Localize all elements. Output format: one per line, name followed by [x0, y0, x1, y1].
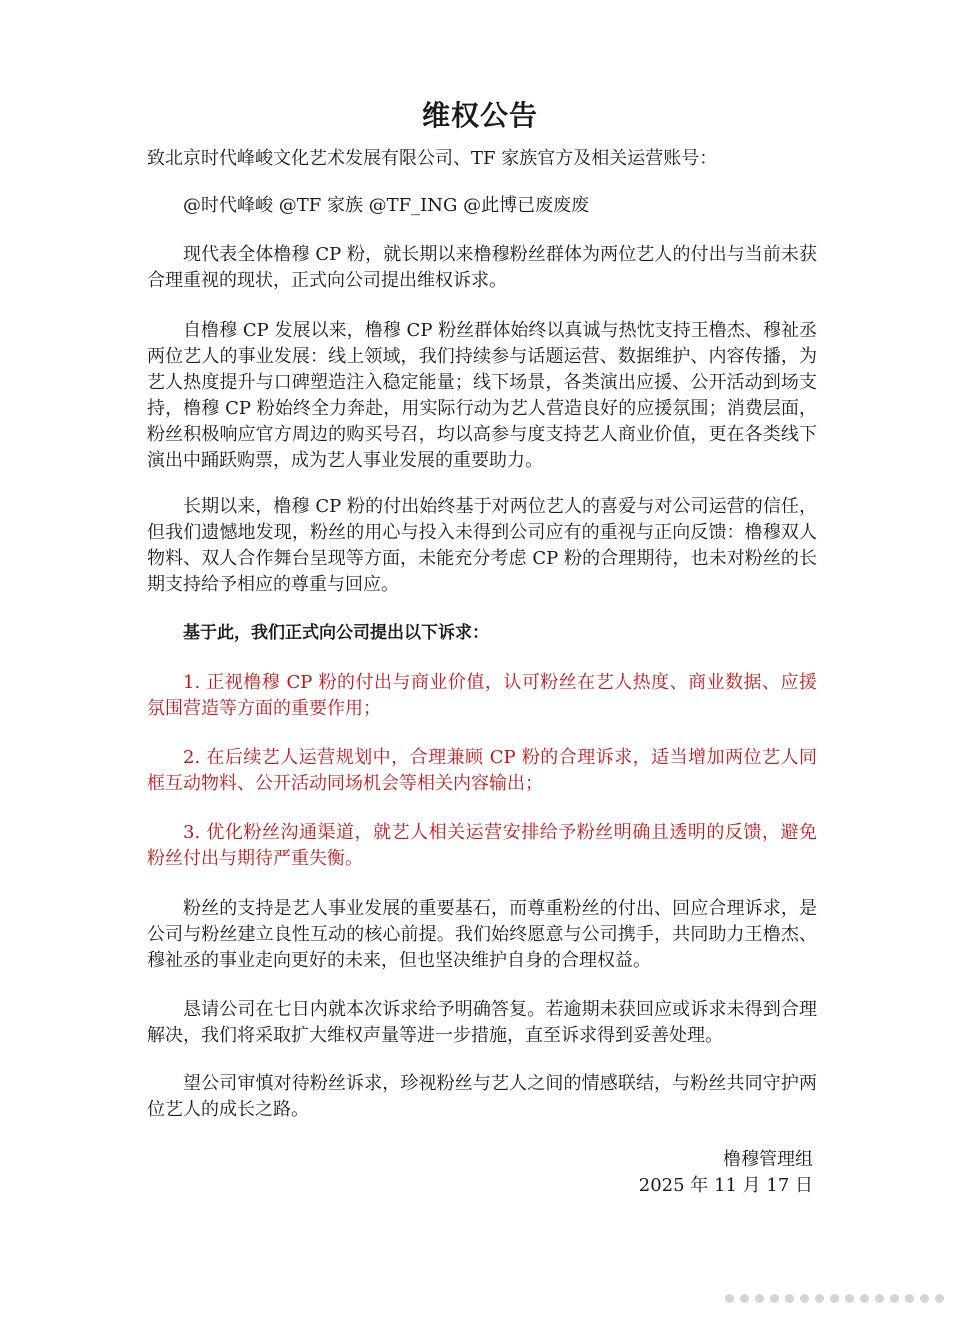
watermark-dot — [815, 1294, 824, 1303]
watermark-dot — [860, 1294, 869, 1303]
watermark-dot — [845, 1294, 854, 1303]
demand-item-3: 3. 优化粉丝沟通渠道，就艺人相关运营安排给予粉丝明确且透明的反馈，避免粉丝付出与期待严重失衡。 — [147, 822, 817, 869]
watermark-dot — [740, 1294, 749, 1303]
demands-intro: 基于此，我们正式向公司提出以下诉求： — [183, 623, 489, 643]
closing-paragraph-2: 恳请公司在七日内就本次诉求给予明确答复。若逾期未获回应或诉求未得到合理解决，我们将采取扩大维权声量等进一步措施，直至诉求得到妥善处理。 — [147, 999, 817, 1046]
closing-paragraph-1: 粉丝的支持是艺人事业发展的重要基石，而尊重粉丝的付出、回应合理诉求，是公司与粉丝建立良性互动的核心前提。我们始终愿意与公司携手，共同助力王橹杰、穆祉丞的事业走向更好的未来，但也坚决维护自身的合理权益。 — [147, 898, 817, 971]
watermark-dot — [770, 1294, 779, 1303]
intro-paragraph: 现代表全体橹穆 CP 粉，就长期以来橹穆粉丝群体为两位艺人的付出与当前未获合理重视的现状，正式向公司提出维权诉求。 — [147, 244, 817, 291]
signature-org: 橹穆管理组 — [723, 1149, 813, 1170]
watermark-dot — [725, 1294, 734, 1303]
watermark-dot — [890, 1294, 899, 1303]
watermark-dot — [800, 1294, 809, 1303]
concern-paragraph: 长期以来，橹穆 CP 粉的付出始终基于对两位艺人的喜爱与对公司运营的信任，但我们遗憾地发现，粉丝的用心与投入未得到公司应有的重视与正向反馈：橹穆双人物料、双人合作舞台呈现等方面，未能充分考虑 CP 粉的合理期待，也未对粉丝的长期支持给予相应的尊重与回应。 — [147, 496, 817, 595]
watermark-dot — [830, 1294, 839, 1303]
watermark-dot — [785, 1294, 794, 1303]
signature-date: 2025 年 11 月 17 日 — [638, 1175, 813, 1196]
mentions-line: @时代峰峻 @TF 家族 @TF_ING @此博已废废废 — [183, 195, 590, 216]
addressee-line: 致北京时代峰峻文化艺术发展有限公司、TF 家族官方及相关运营账号： — [147, 148, 718, 169]
page-title: 维权公告 — [421, 99, 538, 132]
watermark-dot — [755, 1294, 764, 1303]
watermark-dots — [708, 1286, 944, 1310]
closing-paragraph-3: 望公司审慎对待粉丝诉求，珍视粉丝与艺人之间的情感联结，与粉丝共同守护两位艺人的成长之路。 — [147, 1073, 817, 1120]
demand-item-1: 1. 正视橹穆 CP 粉的付出与商业价值，认可粉丝在艺人热度、商业数据、应援氛围营造等方面的重要作用； — [147, 672, 817, 719]
watermark-dot — [935, 1294, 944, 1303]
watermark-dot — [875, 1294, 884, 1303]
demand-item-2: 2. 在后续艺人运营规划中，合理兼顾 CP 粉的合理诉求，适当增加两位艺人同框互动物料、公开活动同场机会等相关内容输出； — [147, 747, 817, 794]
watermark-dot — [905, 1294, 914, 1303]
support-paragraph: 自橹穆 CP 发展以来，橹穆 CP 粉丝群体始终以真诚与热忱支持王橹杰、穆祉丞两位艺人的事业发展：线上领域，我们持续参与话题运营、数据维护、内容传播，为艺人热度提升与口碑塑造注入稳定能量；线下场景，各类演出应援、公开活动到场支持，橹穆 CP 粉始终全力奔赴，用实际行动为艺人营造良好的应援氛围；消费层面，粉丝积极响应官方周边的购买号召，均以高参与度支持艺人商业价值，更在各类线下演出中踊跃购票，成为艺人事业发展的重要助力。 — [147, 320, 817, 471]
watermark-dot — [920, 1294, 929, 1303]
